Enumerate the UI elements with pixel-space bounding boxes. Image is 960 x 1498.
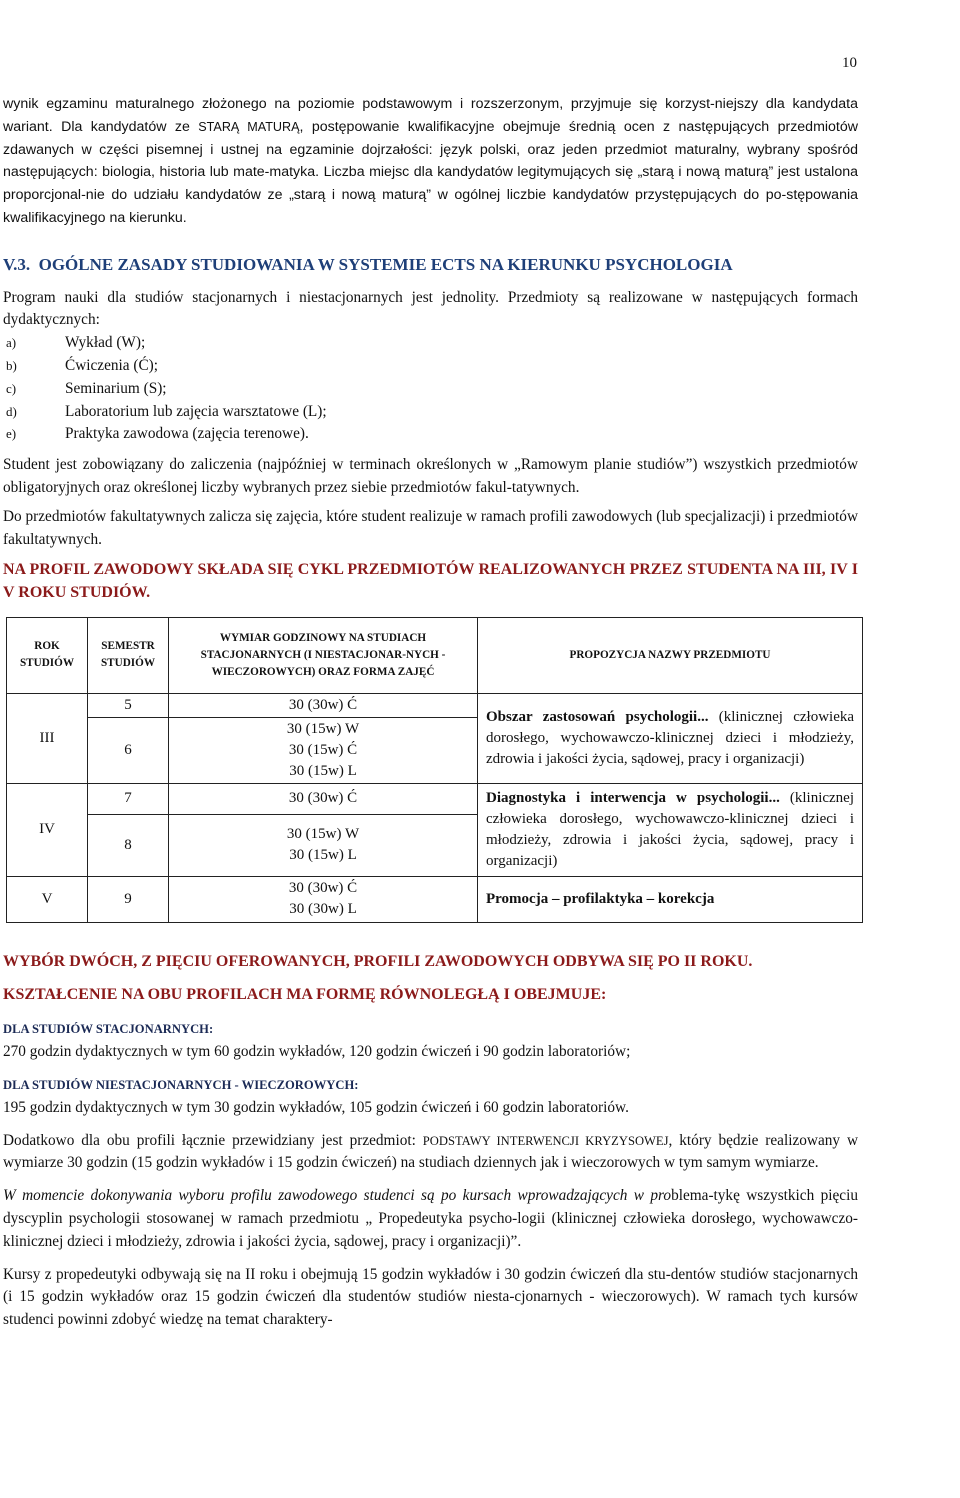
header-year: ROK STUDIÓW <box>7 617 88 693</box>
crisis-intervention-paragraph <box>3 1130 858 1176</box>
hours-line: 30 (15w) Ć <box>288 741 358 758</box>
course-description: (klinicznej człowieka dorosłego, wychowawczo-klinicznej dzieci i młodzieży, zdrowia i jakości życia, sądowej, pracy i organizacji) <box>486 708 855 767</box>
admission-text-part1: wynik egzaminu maturalnego złożonego na poziomie podstawowym i rozszerzonym, przyjmuje się korzyst-niejszy dla kandydata wariant. Dla kandydatów ze <box>3 96 858 135</box>
section-heading <box>3 254 858 277</box>
list-letter: a) <box>6 335 17 351</box>
hours-line: 30 (15w) L <box>289 762 357 779</box>
obligations-paragraph: Student jest zobowiązany do zaliczenia (najpóźniej w terminach określonych w „Ramowym planie studiów”) wszystkich przedmiotów obligatoryjnych oraz określonej liczby wybranych przez siebie przedmiotów fakul-tatywnych. <box>3 456 858 496</box>
list-letter: e) <box>6 426 17 442</box>
list-item <box>3 378 858 401</box>
list-text: Seminarium (S); <box>65 379 167 397</box>
course-cell <box>478 876 863 922</box>
hours-line: 30 (30w) Ć <box>288 880 358 897</box>
hours-cell: 30 (30w) Ć <box>169 783 478 814</box>
hours-cell: 30 (30w) Ć <box>169 693 478 717</box>
list-letter: c) <box>6 380 17 396</box>
admission-paragraph <box>3 93 858 230</box>
header-semester: SEMESTR STUDIÓW <box>88 617 169 693</box>
section-title: OGÓLNE ZASADY STUDIOWANIA W SYSTEMIE ECTS NA KIERUNKU PSYCHOLOGIA <box>38 254 733 274</box>
admission-text-part3: Liczba miejsc dla kandydatów legitymujących się „starą i nową maturą” jest ustalona proporcjonal-nie do udziału kandydatów ze „starą i nową maturą” w ogólnej liczbie kandydatów przystępujących do po-stępowania kwalifikacyjnego na kierunku. <box>3 164 858 226</box>
cycle-heading <box>3 559 858 605</box>
parallel-heading <box>3 984 858 1007</box>
list-item <box>3 423 858 446</box>
semester-cell: 8 <box>88 814 169 876</box>
forms-intro: Program nauki dla studiów stacjonarnych i niestacjonarnych jest jednolity. Przedmioty są realizowane w następujących formach dydaktycznych: <box>3 288 858 329</box>
list-item <box>3 355 858 378</box>
stationary-label: DLA STUDIÓW STACJONARNYCH: <box>3 1022 214 1037</box>
list-text: Ćwiczenia (Ć); <box>65 356 159 374</box>
teaching-forms-list <box>3 332 858 446</box>
header-hours: WYMIAR GODZINOWY NA STUDIACH STACJONARNYCH (I NIESTACJONAR-NYCH -WIECZOROWYCH) ORAZ FORMA ZAJĘĆ <box>169 617 478 693</box>
stationary-hours: 270 godzin dydaktycznych w tym 60 godzin wykładów, 120 godzin ćwiczeń i 90 godzin laboratoriów; <box>3 1043 631 1061</box>
course-description: (klinicznej człowieka dorosłego, wychowawczo-klinicznej dzieci i młodzieży, zdrowia i jakości życia, sądowej, pracy i organizacji) <box>486 789 855 869</box>
table-row <box>7 783 863 814</box>
page-number: 10 <box>842 55 857 71</box>
header-proposal: PROPOZYCJA NAZWY PRZEDMIOTU <box>478 617 863 693</box>
hours-cell <box>169 717 478 783</box>
list-letter: b) <box>6 357 17 373</box>
evening-label: DLA STUDIÓW NIESTACJONARNYCH - WIECZOROWYCH: <box>3 1077 359 1092</box>
propaedeutics-paragraph <box>3 1185 858 1253</box>
admission-text-part2: , postępowanie kwalifikacyjne obejmuje średnią ocen z następujących przedmiotów zdawanych w części pisemnej i ustnej na egzaminie dojrzałości: język polski, oraz jeden przedmiot maturalny, wybrany spośród następujących: biologia, historia lub mate-matyka. <box>3 118 859 181</box>
cycle-heading-text: NA PROFIL ZAWODOWY SKŁADA SIĘ CYKL PRZEDMIOTÓW REALIZOWANYCH PRZEZ STUDENTA NA III, IV I V ROKU STUDIÓW. <box>3 561 858 602</box>
hours-line: 30 (15w) W <box>286 720 360 737</box>
parallel-heading-text: KSZTAŁCENIE NA OBU PROFILACH MA FORMĘ RÓWNOLEGŁĄ I OBEJMUJE: <box>3 985 607 1003</box>
course-title: Diagnostyka i interwencja w psychologii... <box>486 789 780 806</box>
list-text: Praktyka zawodowa (zajęcia terenowe). <box>65 425 309 443</box>
list-letter: d) <box>6 403 17 419</box>
list-item <box>3 332 858 355</box>
propaedeutics-italic: W momencie dokonywania wyboru profilu zawodowego studenci są po kursach wprowadzających w pro <box>3 1187 672 1205</box>
course-title: Obszar zastosowań psychologii... <box>486 708 709 725</box>
semester-cell: 7 <box>88 783 169 814</box>
optional-paragraph: Do przedmiotów fakultatywnych zalicza się zajęcia, które student realizuje w ramach profili zawodowych (lub specjalizacji) i przedmiotów fakultatywnych. <box>3 507 859 548</box>
table-row <box>7 693 863 717</box>
hours-cell <box>169 876 478 922</box>
crisis-text-part2: , który będzie realizowany w wymiarze 30 godzin (15 godzin wykładów i 15 godzin ćwiczeń) na studiach dziennych jak i wieczorowych w tym samym wymiarze. <box>3 1131 859 1172</box>
year-cell: IV <box>7 783 88 876</box>
section-number: V.3. <box>3 254 31 274</box>
hours-line: 30 (15w) L <box>289 847 357 864</box>
profile-choice-text: WYBÓR DWÓCH, Z PIĘCIU OFEROWANYCH, PROFILI ZAWODOWYCH ODBYWA SIĘ PO II ROKU. <box>3 952 753 970</box>
old-matura-term: STARĄ MATURĄ <box>198 119 300 134</box>
crisis-text-part1: Dodatkowo dla obu profili łącznie przewidziany jest przedmiot: <box>3 1131 423 1149</box>
profile-choice-heading <box>3 951 858 974</box>
evening-hours: 195 godzin dydaktycznych w tym 30 godzin wykładów, 105 godzin ćwiczeń i 60 godzin laboratoriów. <box>3 1098 629 1116</box>
semester-cell: 5 <box>88 693 169 717</box>
crisis-course-name: PODSTAWY INTERWENCJI KRYZYSOWEJ <box>422 1133 669 1148</box>
course-cell <box>478 783 863 876</box>
course-title: Promocja – profilaktyka – korekcja <box>486 890 715 907</box>
hours-line: 30 (30w) L <box>289 901 357 918</box>
semester-cell: 6 <box>88 717 169 783</box>
table-row <box>7 876 863 922</box>
semester-cell: 9 <box>88 876 169 922</box>
list-text: Laboratorium lub zajęcia warsztatowe (L); <box>65 402 327 420</box>
hours-line: 30 (15w) W <box>286 826 360 843</box>
year-cell: III <box>7 693 88 783</box>
courses-paragraph: Kursy z propedeutyki odbywają się na II roku i obejmują 15 godzin wykładów i 30 godzin ćwiczeń dla stu-dentów studiów stacjonarnych (i 15 godzin wykładów oraz 15 godzin ćwiczeń dla studentów studiów niesta-cjonarnych - wieczorowych). W ramach tych kursów studenci powinni zdobyć wiedzę na temat charaktery- <box>3 1265 858 1329</box>
course-cell <box>478 693 863 783</box>
list-text: Wykład (W); <box>65 334 146 352</box>
profile-courses-table <box>6 617 863 923</box>
page-content <box>3 93 858 1332</box>
year-cell: V <box>7 876 88 922</box>
hours-cell <box>169 814 478 876</box>
list-item <box>3 401 858 424</box>
propaedeutics-text: blema-tykę wszystkich pięciu dyscyplin psychologii stosowanej w ramach przedmiotu „ Propedeutyka psycho-logii (klinicznej człowieka dorosłego, wychowawczo-klinicznej dzieci i młodzieży, zdrowia i jakości życia, sądowej, pracy i organizacji)”. <box>3 1187 858 1250</box>
